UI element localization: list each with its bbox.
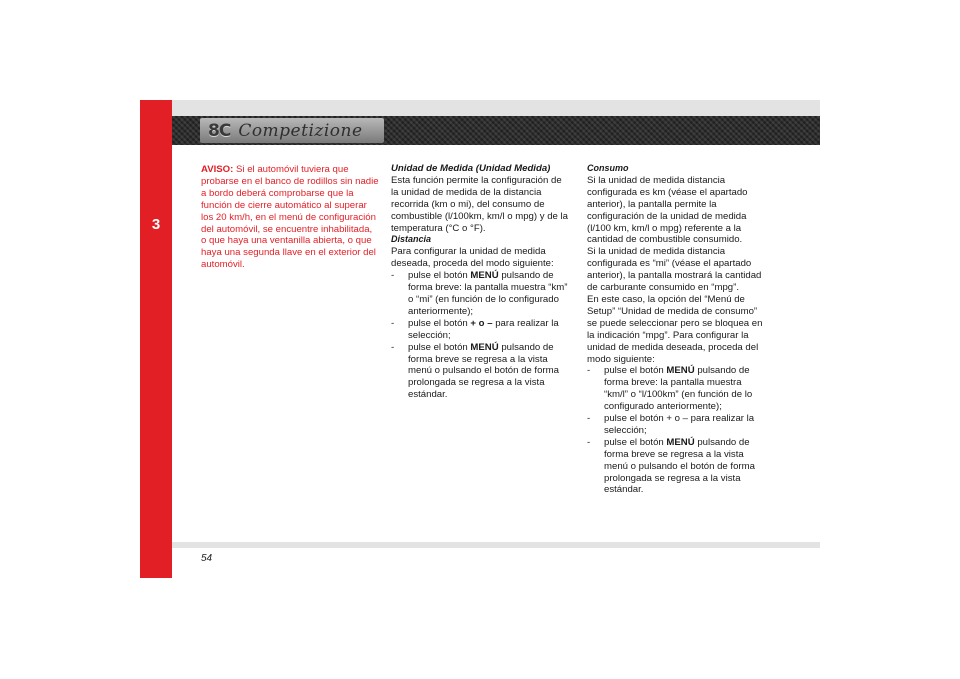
consumo-p3: En este caso, la opción del “Menú de Setup” “Unidad de medida de consumo” se puede seleccionar pero se bloquea en la indicación “mpg”. Para configurar la unidad de medida deseada, proceda del modo siguiente: bbox=[587, 293, 763, 365]
consumo-p1: Si la unidad de medida distancia configurada es km (véase el apartado anterior), la pantalla permite la configuración de la unidad de medida (l/100 km, km/l o mpg) referente a la cantidad de combustible consumido. bbox=[587, 174, 748, 246]
dash: - bbox=[391, 341, 395, 353]
footer-band bbox=[172, 542, 820, 548]
dash: - bbox=[587, 436, 591, 448]
dash: - bbox=[587, 365, 591, 377]
units-column bbox=[391, 163, 571, 401]
aviso-paragraph bbox=[201, 164, 379, 271]
step-pre: pulse el botón bbox=[604, 365, 667, 377]
section-heading: Unidad de Medida (Unidad Medida) bbox=[391, 163, 551, 174]
dash: - bbox=[391, 270, 395, 282]
logo-model-number: 8C bbox=[208, 120, 231, 141]
step-post: pulsando de forma breve: la pantalla muestra “km” o “mi” (en función de lo configurado anteriormente); bbox=[408, 270, 568, 317]
list-item bbox=[391, 270, 571, 318]
brand-logo bbox=[200, 118, 384, 143]
step-pre: pulse el botón bbox=[604, 413, 667, 425]
step-key: MENÚ bbox=[666, 436, 695, 448]
distancia-steps bbox=[391, 270, 571, 401]
header-band bbox=[172, 100, 820, 116]
step-pre: pulse el botón bbox=[408, 341, 471, 353]
page-number: 54 bbox=[201, 553, 213, 564]
step-key: + o – bbox=[470, 317, 493, 329]
list-item bbox=[391, 342, 571, 402]
list-item bbox=[391, 318, 571, 342]
step-key: MENÚ bbox=[470, 270, 499, 282]
logo-model-name: Competizione bbox=[238, 120, 363, 141]
list-item bbox=[587, 365, 767, 413]
step-pre: pulse el botón bbox=[408, 270, 471, 282]
chapter-sidebar bbox=[140, 100, 172, 578]
chapter-number: 3 bbox=[151, 216, 161, 233]
warning-column bbox=[201, 164, 379, 271]
step-post: pulsando de forma breve: la pantalla muestra “km/l” o “l/100km” (en función de lo configurado anteriormente); bbox=[604, 365, 753, 413]
intro-paragraph: Esta función permite la configuración de la unidad de medida de la distancia recorrida (km o mi), del consumo de combustible (l/100km, km/l o mpg) y de la temperatura (°C o °F). bbox=[391, 174, 569, 234]
step-key: MENÚ bbox=[470, 341, 499, 353]
step-pre: pulse el botón bbox=[604, 436, 667, 448]
step-post: para realizar la selección; bbox=[408, 317, 559, 341]
step-post: + o – para realizar la selección; bbox=[604, 413, 755, 436]
list-item bbox=[587, 413, 767, 437]
consumo-p2: Si la unidad de medida distancia configurada es “mi” (véase el apartado anterior), la pantalla mostrará la cantidad de carburante consumido en “mpg”. bbox=[587, 246, 762, 294]
list-item bbox=[587, 437, 767, 497]
step-post: pulsando de forma breve se regresa a la vista menú o pulsando el botón de forma prolongada se regresa a la vista estándar. bbox=[604, 436, 755, 496]
step-key: MENÚ bbox=[666, 365, 695, 377]
consumo-heading: Consumo bbox=[587, 163, 629, 173]
distancia-heading: Distancia bbox=[391, 234, 432, 245]
dash: - bbox=[587, 413, 591, 425]
step-pre: pulse el botón bbox=[408, 317, 471, 329]
distancia-intro: Para configurar la unidad de medida deseada, proceda del modo siguiente: bbox=[391, 246, 554, 270]
aviso-text: Si el automóvil tuviera que probarse en el banco de rodillos sin nadie a bordo deberá comprobarse que la función de cierre automático al superar los 20 km/h, en el menú de configuración del automóvil, se encuentre inhabilitada, o que haya una ventanilla abierta, o que haya una segunda llave en el exterior del automóvil. bbox=[201, 164, 379, 271]
aviso-label: AVISO: bbox=[201, 164, 234, 175]
dash: - bbox=[391, 317, 395, 329]
consumo-column bbox=[587, 163, 767, 496]
consumo-steps bbox=[587, 365, 767, 496]
step-post: pulsando de forma breve se regresa a la vista menú o pulsando el botón de forma prolongada se regresa a la vista estándar. bbox=[408, 341, 559, 401]
